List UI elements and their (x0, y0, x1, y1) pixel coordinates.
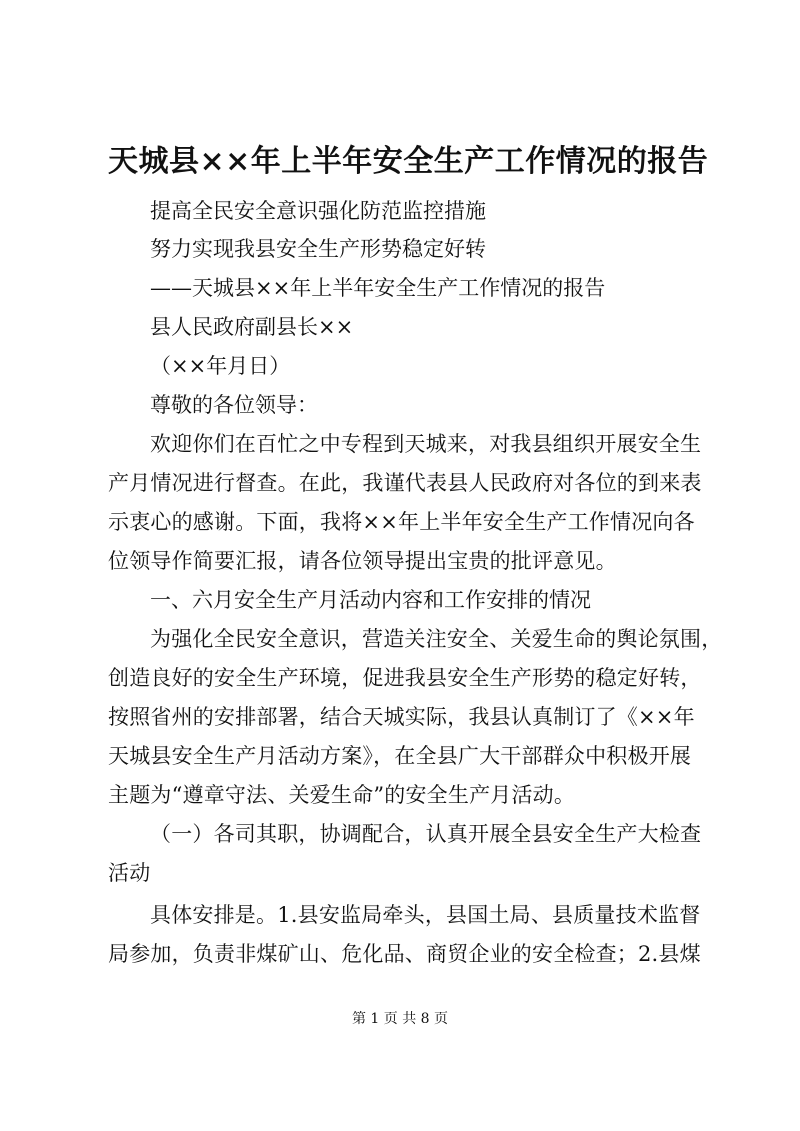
paragraph-2-line-4: 天城县安全生产月活动方案》，在全县广大干部群众中积极开展 (108, 744, 692, 768)
paragraph-3-line-2: 局参加，负责非煤矿山、危化品、商贸企业的安全检查；2.县煤 (108, 942, 701, 966)
document-title: 天城县××年上半年安全生产工作情况的报告 (108, 144, 709, 179)
date-line: （××年月日） (150, 354, 291, 378)
subsection-1-heading-line-2: 活动 (108, 861, 151, 885)
paragraph-1-line-1: 欢迎你们在百忙之中专程到天城来，对我县组织开展安全生 (150, 432, 702, 456)
intro-line-2: 努力实现我县安全生产形势稳定好转 (150, 237, 486, 261)
paragraph-1-line-4: 位领导作简要汇报，请各位领导提出宝贵的批评意见。 (108, 549, 617, 573)
subsection-1-heading-line-1: （一）各司其职，协调配合，认真开展全县安全生产大检查 (150, 822, 702, 846)
paragraph-2-line-5: 主题为“遵章守法、关爱生命”的安全生产月活动。 (108, 783, 576, 807)
salutation-line: 尊敬的各位领导： (150, 393, 318, 417)
paragraph-1-line-2: 产月情况进行督查。在此，我谨代表县人民政府对各位的到来表 (108, 471, 702, 495)
page-footer: 第 1 页 共 8 页 (351, 1011, 449, 1027)
paragraph-1-line-3: 示衷心的感谢。下面，我将××年上半年安全生产工作情况向各 (108, 510, 695, 534)
intro-line-1: 提高全民安全意识强化防范监控措施 (150, 199, 486, 223)
section-1-heading: 一、六月安全生产月活动内容和工作安排的情况 (150, 588, 591, 612)
paragraph-2-line-3: 按照省州的安排部署，结合天城实际，我县认真制订了《××年 (108, 705, 695, 729)
author-line: 县人民政府副县长×× (150, 315, 354, 339)
paragraph-2-line-2: 创造良好的安全生产环境，促进我县安全生产形势的稳定好转， (108, 666, 702, 690)
paragraph-2-line-1: 为强化全民安全意识，营造关注安全、关爱生命的舆论氛围， (150, 627, 723, 651)
intro-line-3: ——天城县××年上半年安全生产工作情况的报告 (150, 276, 606, 300)
paragraph-3-line-1: 具体安排是。1.县安监局牵头，县国土局、县质量技术监督 (150, 903, 701, 927)
